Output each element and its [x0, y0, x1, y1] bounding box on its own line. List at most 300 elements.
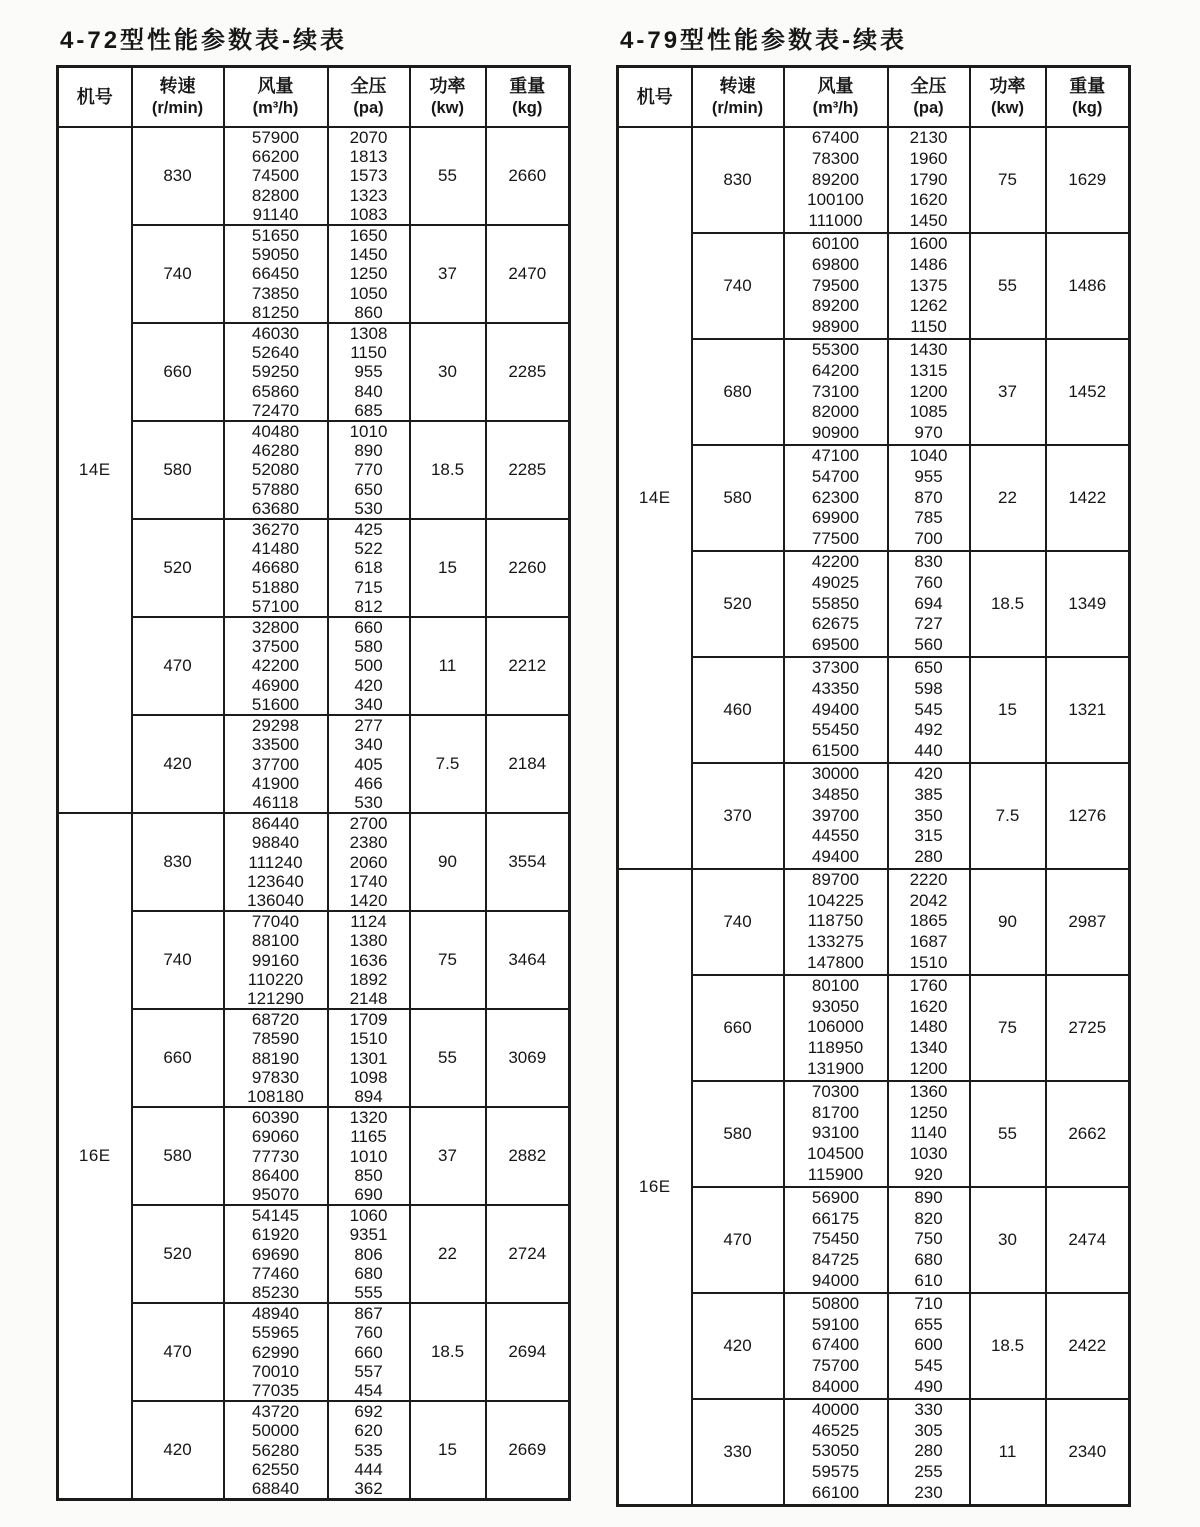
- pressure-value: 650: [354, 479, 383, 499]
- flow-value: 111000: [808, 211, 863, 231]
- pressure-value: 1865: [909, 911, 948, 931]
- flow-value: 81250: [251, 302, 300, 322]
- flow-value: 115900: [807, 1165, 864, 1185]
- pressure-value: 560: [914, 635, 943, 655]
- speed-row-830: [58, 127, 570, 225]
- pressure-value: 2380: [349, 833, 388, 853]
- pressure-value: 315: [914, 826, 943, 846]
- speed-row-740: [618, 869, 1130, 975]
- speed-row-470: [58, 617, 570, 715]
- speed-cell: 470: [692, 1187, 784, 1293]
- flow-value: 37700: [251, 754, 300, 774]
- pressure-cell: [328, 323, 410, 421]
- flow-cell: [224, 617, 328, 715]
- weight-cell: 2882: [486, 1107, 570, 1205]
- power-cell: 55: [410, 1009, 486, 1107]
- flow-value: 59050: [251, 245, 300, 265]
- pressure-cell: [328, 225, 410, 323]
- pressure-value: 1250: [909, 1102, 948, 1122]
- flow-value: 46680: [251, 558, 300, 578]
- flow-cell: [224, 813, 328, 911]
- pressure-value: 1650: [349, 226, 388, 246]
- weight-cell: 1349: [1046, 551, 1130, 657]
- pressure-value: 1323: [349, 185, 388, 205]
- pressure-value: 9351: [349, 1225, 388, 1245]
- pressure-value: 330: [914, 1399, 943, 1419]
- column-header-label: 转速: [719, 76, 756, 97]
- speed-row-660: [58, 1009, 570, 1107]
- power-cell: 7.5: [970, 763, 1046, 869]
- speed-row-520: [618, 551, 1130, 657]
- power-cell: 37: [410, 1107, 486, 1205]
- power-cell: 75: [410, 911, 486, 1009]
- pressure-value: 1150: [350, 343, 387, 363]
- flow-value: 84000: [811, 1377, 860, 1397]
- pressure-value: 362: [354, 1479, 383, 1499]
- pressure-value: 620: [354, 1421, 383, 1441]
- flow-value: 91140: [252, 204, 299, 224]
- pressure-cell: [328, 1009, 410, 1107]
- pressure-value: 600: [914, 1335, 943, 1355]
- table-body: [618, 127, 1130, 1505]
- flow-value: 68720: [251, 1010, 300, 1030]
- speed-row-420: [58, 715, 570, 813]
- flow-value: 36270: [251, 520, 300, 540]
- pressure-cell: [888, 869, 970, 975]
- weight-cell: 1452: [1046, 339, 1130, 445]
- flow-value: 46900: [251, 675, 300, 695]
- flow-value: 43350: [811, 678, 860, 698]
- speed-row-660: [58, 323, 570, 421]
- flow-value: 90900: [811, 423, 860, 443]
- pressure-value: 955: [354, 362, 383, 382]
- power-cell: 18.5: [970, 551, 1046, 657]
- flow-value: 52080: [251, 460, 300, 480]
- pressure-value: 1510: [349, 1029, 388, 1049]
- column-header-label: 机号: [76, 86, 113, 107]
- flow-value: 46118: [252, 792, 299, 812]
- pressure-value: 655: [914, 1314, 943, 1334]
- pressure-cell: [888, 1187, 970, 1293]
- flow-value: 65860: [251, 381, 300, 401]
- flow-value: 67400: [811, 1335, 860, 1355]
- flow-cell: [224, 225, 328, 323]
- pressure-value: 1740: [349, 871, 388, 891]
- flow-value: 77460: [251, 1263, 300, 1283]
- pressure-value: 1308: [349, 324, 388, 344]
- flow-value: 99160: [251, 950, 300, 970]
- flow-value: 69060: [251, 1127, 300, 1147]
- power-cell: 55: [970, 1081, 1046, 1187]
- pressure-value: 340: [354, 694, 383, 714]
- pressure-value: 277: [354, 716, 383, 736]
- flow-value: 82800: [251, 185, 300, 205]
- flow-value: 62300: [811, 487, 860, 507]
- pressure-value: 1709: [349, 1010, 388, 1030]
- pressure-cell: [888, 975, 970, 1081]
- pressure-value: 2060: [349, 852, 388, 872]
- power-cell: 22: [410, 1205, 486, 1303]
- pressure-value: 890: [914, 1187, 943, 1207]
- pressure-value: 890: [354, 441, 383, 461]
- pressure-value: 1262: [909, 296, 948, 316]
- pressure-value: 444: [354, 1459, 383, 1479]
- flow-value: 40480: [251, 422, 300, 442]
- flow-value: 133275: [807, 932, 864, 952]
- flow-value: 46280: [251, 441, 300, 461]
- pressure-value: 860: [354, 302, 383, 322]
- flow-value: 69800: [811, 254, 860, 274]
- pressure-value: 1150: [910, 317, 947, 337]
- pressure-value: 820: [914, 1208, 943, 1228]
- header-row: [618, 67, 1130, 128]
- power-cell: 37: [410, 225, 486, 323]
- speed-row-580: [58, 421, 570, 519]
- pressure-value: 280: [914, 847, 943, 867]
- flow-value: 97830: [251, 1067, 300, 1087]
- flow-value: 40000: [811, 1399, 860, 1419]
- flow-value: 108180: [247, 1086, 304, 1106]
- flow-value: 69500: [811, 635, 860, 655]
- flow-value: 62675: [811, 614, 860, 634]
- speed-cell: 580: [692, 1081, 784, 1187]
- flow-cell: [224, 911, 328, 1009]
- pressure-value: 618: [354, 558, 383, 578]
- power-cell: 15: [410, 519, 486, 617]
- weight-cell: 2725: [1046, 975, 1130, 1081]
- pressure-value: 1320: [349, 1108, 388, 1128]
- flow-value: 33500: [251, 735, 300, 755]
- speed-cell: 830: [692, 127, 784, 233]
- pressure-cell: [328, 715, 410, 813]
- pressure-value: 694: [914, 593, 943, 613]
- pressure-cell: [888, 551, 970, 657]
- speed-cell: 470: [132, 617, 224, 715]
- pressure-value: 230: [914, 1483, 943, 1502]
- pressure-value: 700: [914, 529, 943, 549]
- power-cell: 18.5: [410, 1303, 486, 1401]
- flow-value: 49400: [811, 699, 860, 719]
- flow-value: 147800: [807, 953, 864, 973]
- flow-cell: [224, 1303, 328, 1401]
- flow-value: 51650: [251, 226, 300, 246]
- column-header-unit: (r/min): [711, 98, 764, 117]
- model-cell-14E: 14E: [618, 127, 692, 869]
- flow-value: 55965: [251, 1323, 300, 1343]
- weight-cell: 1276: [1046, 763, 1130, 869]
- pressure-value: 535: [354, 1440, 383, 1460]
- flow-value: 59100: [811, 1314, 860, 1334]
- flow-value: 118950: [807, 1038, 864, 1058]
- weight-cell: 3069: [486, 1009, 570, 1107]
- weight-cell: 2694: [486, 1303, 570, 1401]
- flow-value: 86400: [251, 1165, 300, 1185]
- speed-row-460: [618, 657, 1130, 763]
- flow-value: 89200: [811, 169, 860, 189]
- pressure-value: 598: [914, 678, 943, 698]
- speed-row-420: [58, 1401, 570, 1500]
- speed-row-420: [618, 1293, 1130, 1399]
- pressure-cell: [888, 763, 970, 869]
- pressure-cell: [328, 1303, 410, 1401]
- pressure-value: 1301: [349, 1048, 388, 1068]
- pressure-value: 760: [354, 1323, 383, 1343]
- speed-row-580: [618, 445, 1130, 551]
- pressure-cell: [888, 445, 970, 551]
- speed-cell: 740: [132, 911, 224, 1009]
- weight-cell: 3464: [486, 911, 570, 1009]
- pressure-value: 650: [914, 657, 943, 677]
- flow-cell: [224, 1009, 328, 1107]
- pressure-value: 2220: [909, 869, 948, 889]
- flow-value: 80100: [811, 975, 860, 995]
- column-header-power: [410, 67, 486, 128]
- flow-value: 57100: [251, 596, 300, 616]
- speed-cell: 420: [132, 1401, 224, 1500]
- pressure-value: 660: [354, 618, 383, 638]
- table-4-72: [56, 65, 571, 1501]
- pressure-value: 1813: [349, 147, 388, 167]
- pressure-value: 690: [354, 1184, 383, 1204]
- flow-value: 118750: [807, 911, 864, 931]
- weight-cell: 3554: [486, 813, 570, 911]
- flow-cell: [784, 975, 888, 1081]
- weight-cell: 2660: [486, 127, 570, 225]
- power-cell: 55: [970, 233, 1046, 339]
- flow-value: 43720: [251, 1402, 300, 1422]
- flow-value: 29298: [251, 716, 300, 736]
- power-cell: 75: [970, 127, 1046, 233]
- column-header-label: 重量: [1069, 76, 1106, 97]
- column-header-flow: [224, 67, 328, 128]
- flow-value: 77035: [251, 1381, 300, 1400]
- flow-value: 46030: [251, 324, 300, 344]
- flow-value: 84725: [811, 1250, 860, 1270]
- pressure-value: 350: [914, 805, 943, 825]
- speed-cell: 580: [692, 445, 784, 551]
- pressure-value: 305: [914, 1420, 943, 1440]
- flow-value: 61920: [251, 1225, 300, 1245]
- pressure-value: 970: [914, 423, 943, 443]
- speed-cell: 420: [132, 715, 224, 813]
- pressure-value: 1200: [909, 381, 948, 401]
- speed-cell: 520: [132, 1205, 224, 1303]
- flow-value: 66100: [811, 1483, 860, 1502]
- column-header-label: 机号: [636, 86, 673, 107]
- pressure-value: 580: [354, 637, 383, 657]
- column-header-unit: (r/min): [151, 98, 204, 117]
- pressure-value: 1340: [909, 1038, 948, 1058]
- flow-cell: [784, 1399, 888, 1505]
- pressure-value: 1030: [909, 1144, 948, 1164]
- flow-value: 49400: [811, 847, 860, 867]
- flow-cell: [784, 869, 888, 975]
- weight-cell: 2669: [486, 1401, 570, 1500]
- flow-value: 75450: [811, 1229, 860, 1249]
- pressure-value: 660: [354, 1342, 383, 1362]
- column-header-unit: (m³/h): [812, 98, 859, 117]
- flow-value: 53050: [811, 1441, 860, 1461]
- flow-value: 54145: [251, 1206, 300, 1226]
- flow-value: 42200: [811, 551, 860, 571]
- pressure-value: 1486: [909, 254, 948, 274]
- pressure-value: 1010: [349, 422, 388, 442]
- flow-value: 70010: [251, 1361, 300, 1381]
- flow-value: 66200: [251, 147, 300, 167]
- column-header-label: 全压: [350, 76, 387, 97]
- speed-cell: 740: [692, 869, 784, 975]
- flow-value: 81700: [811, 1102, 860, 1122]
- pressure-value: 425: [354, 520, 383, 540]
- pressure-value: 1083: [349, 204, 388, 224]
- model-cell-14E: 14E: [58, 127, 132, 813]
- flow-value: 44550: [811, 826, 860, 846]
- flow-value: 79500: [811, 275, 860, 295]
- flow-cell: [224, 421, 328, 519]
- pressure-value: 1960: [909, 148, 948, 168]
- flow-value: 64200: [811, 360, 860, 380]
- flow-value: 77040: [251, 912, 300, 932]
- power-cell: 90: [410, 813, 486, 911]
- power-cell: 11: [410, 617, 486, 715]
- pressure-value: 1360: [909, 1081, 948, 1101]
- pressure-cell: [328, 911, 410, 1009]
- pressure-value: 1375: [909, 275, 948, 295]
- pressure-value: 1620: [909, 996, 948, 1016]
- speed-cell: 740: [692, 233, 784, 339]
- speed-row-580: [618, 1081, 1130, 1187]
- speed-cell: 520: [132, 519, 224, 617]
- power-cell: 11: [970, 1399, 1046, 1505]
- speed-row-370: [618, 763, 1130, 869]
- pressure-value: 955: [914, 466, 943, 486]
- flow-value: 41480: [251, 539, 300, 559]
- pressure-value: 1636: [349, 950, 388, 970]
- flow-value: 98840: [251, 833, 300, 853]
- weight-cell: 1422: [1046, 445, 1130, 551]
- model-cell-16E: 16E: [58, 813, 132, 1500]
- flow-value: 82000: [811, 402, 860, 422]
- flow-value: 55850: [811, 593, 860, 613]
- flow-cell: [784, 551, 888, 657]
- flow-value: 59575: [811, 1462, 860, 1482]
- weight-cell: 1629: [1046, 127, 1130, 233]
- column-header-weight: [1046, 67, 1130, 128]
- pressure-value: 545: [914, 699, 943, 719]
- weight-cell: 2285: [486, 421, 570, 519]
- weight-cell: 2184: [486, 715, 570, 813]
- column-header-unit: (kg): [512, 98, 543, 117]
- table-4-72-section: [56, 26, 570, 1501]
- table-4-79-title: 4-79型性能参数表-续表: [620, 27, 908, 54]
- flow-value: 41900: [251, 773, 300, 793]
- speed-row-470: [618, 1187, 1130, 1293]
- pressure-value: 830: [914, 551, 943, 571]
- weight-cell: 2212: [486, 617, 570, 715]
- pressure-value: 557: [354, 1361, 383, 1381]
- speed-cell: 420: [692, 1293, 784, 1399]
- flow-value: 69690: [251, 1244, 300, 1264]
- pressure-cell: [328, 1107, 410, 1205]
- pressure-value: 867: [354, 1304, 383, 1324]
- pressure-value: 2070: [349, 128, 388, 147]
- pressure-cell: [888, 339, 970, 445]
- flow-value: 42200: [251, 656, 300, 676]
- power-cell: 37: [970, 339, 1046, 445]
- flow-value: 123640: [247, 871, 304, 891]
- speed-row-470: [58, 1303, 570, 1401]
- pressure-value: 280: [914, 1441, 943, 1461]
- flow-value: 70300: [811, 1081, 860, 1101]
- flow-value: 32800: [251, 618, 300, 638]
- flow-value: 57880: [251, 479, 300, 499]
- flow-value: 48940: [251, 1304, 300, 1324]
- flow-value: 69900: [811, 508, 860, 528]
- flow-value: 57900: [251, 128, 300, 147]
- weight-cell: 2340: [1046, 1399, 1130, 1505]
- pressure-value: 1040: [909, 445, 948, 465]
- pressure-value: 1450: [349, 245, 388, 265]
- speed-cell: 830: [132, 127, 224, 225]
- weight-cell: 2422: [1046, 1293, 1130, 1399]
- flow-value: 89700: [811, 869, 860, 889]
- column-header-label: 重量: [509, 76, 546, 97]
- pressure-value: 454: [354, 1381, 383, 1400]
- flow-value: 100100: [807, 190, 864, 210]
- pressure-cell: [328, 617, 410, 715]
- flow-value: 111240: [248, 852, 303, 872]
- flow-value: 93050: [811, 996, 860, 1016]
- flow-value: 52640: [251, 343, 300, 363]
- flow-value: 106000: [807, 1017, 864, 1037]
- flow-value: 93100: [811, 1123, 860, 1143]
- pressure-value: 1165: [350, 1127, 387, 1147]
- pressure-value: 340: [354, 735, 383, 755]
- speed-cell: 520: [692, 551, 784, 657]
- power-cell: 90: [970, 869, 1046, 975]
- speed-cell: 580: [132, 421, 224, 519]
- table-header: [58, 67, 570, 128]
- flow-value: 104500: [807, 1144, 864, 1164]
- pressure-value: 685: [354, 400, 383, 420]
- weight-cell: 1321: [1046, 657, 1130, 763]
- power-cell: 18.5: [410, 421, 486, 519]
- pressure-value: 1060: [349, 1206, 388, 1226]
- weight-cell: 2662: [1046, 1081, 1130, 1187]
- flow-value: 39700: [811, 805, 860, 825]
- pressure-value: 1050: [349, 283, 388, 303]
- pressure-cell: [888, 1293, 970, 1399]
- flow-value: 110220: [247, 969, 304, 989]
- pressure-value: 785: [914, 508, 943, 528]
- pressure-value: 1573: [349, 166, 388, 186]
- power-cell: 18.5: [970, 1293, 1046, 1399]
- column-header-unit: (pa): [353, 98, 384, 117]
- pressure-value: 870: [914, 487, 943, 507]
- column-header-unit: (kg): [1072, 98, 1103, 117]
- pressure-value: 840: [354, 381, 383, 401]
- speed-cell: 740: [132, 225, 224, 323]
- power-cell: 22: [970, 445, 1046, 551]
- pressure-value: 610: [914, 1271, 943, 1291]
- flow-value: 34850: [811, 784, 860, 804]
- flow-cell: [784, 233, 888, 339]
- speed-row-660: [618, 975, 1130, 1081]
- flow-cell: [224, 1107, 328, 1205]
- column-header-speed: [692, 67, 784, 128]
- pressure-cell: [328, 813, 410, 911]
- flow-value: 74500: [251, 166, 300, 186]
